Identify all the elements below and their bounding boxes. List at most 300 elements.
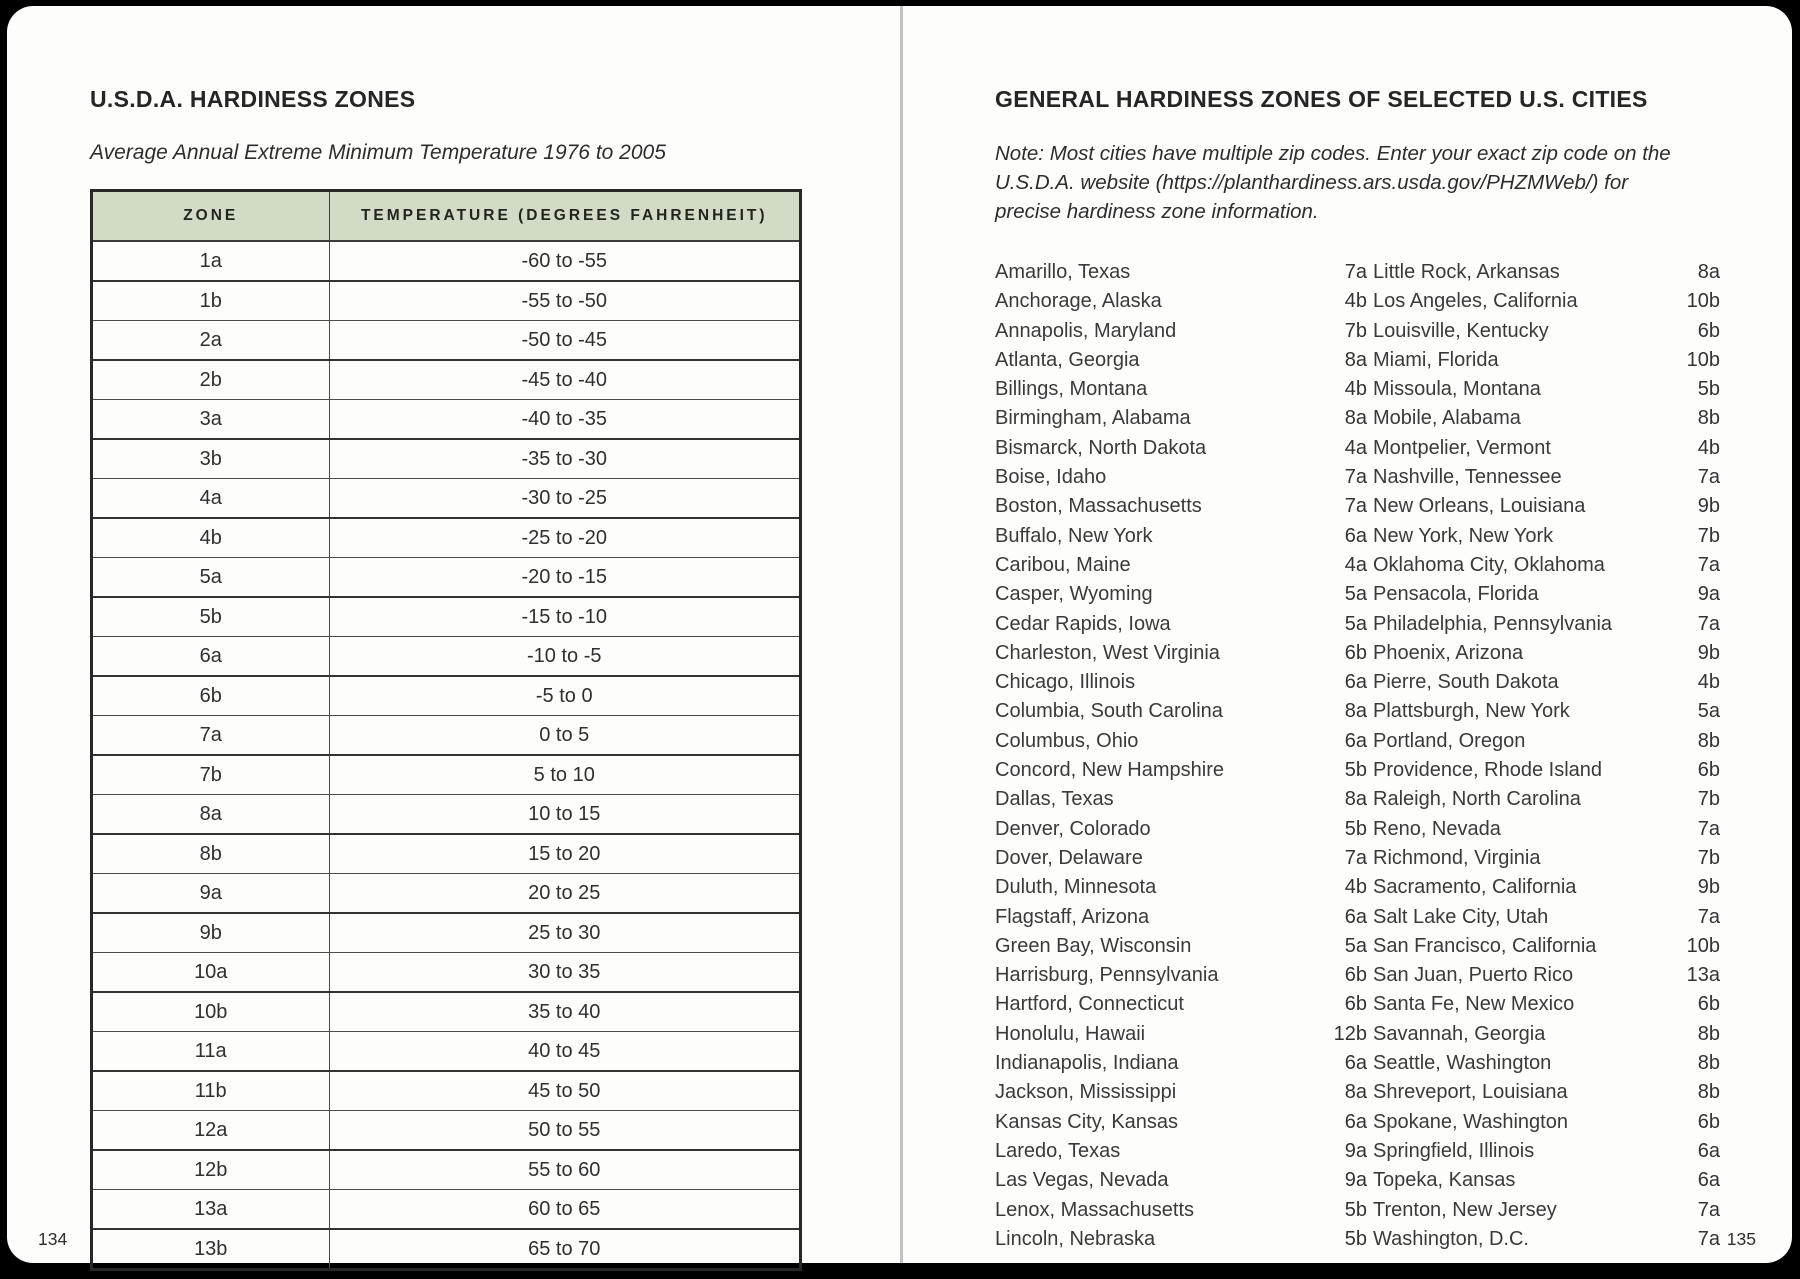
temperature-cell: -20 to -15: [329, 558, 801, 598]
city-zone-row: [995, 551, 1367, 580]
city-zone: 7b: [1697, 524, 1720, 547]
city-zone: 5b: [1344, 759, 1367, 782]
city-zone-row: [995, 785, 1367, 814]
city-zone: 5b: [1697, 378, 1720, 401]
city-zone: 6a: [1697, 1169, 1720, 1192]
city-zone: 9b: [1697, 495, 1720, 518]
city-zone: 8a: [1344, 700, 1367, 723]
city-zone: 6b: [1697, 319, 1720, 342]
zone-cell: 11a: [92, 1032, 330, 1072]
city-name: Charleston, West Virginia: [995, 641, 1220, 664]
city-zone-row: [995, 639, 1367, 668]
city-zone: 4b: [1697, 436, 1720, 459]
city-name: Green Bay, Wisconsin: [995, 934, 1192, 957]
city-column-left: [995, 258, 1367, 1254]
city-zone-row: [1373, 1049, 1720, 1078]
zone-cell: 7b: [92, 755, 330, 795]
city-zone-row: [1373, 404, 1720, 433]
table-row: [92, 360, 801, 400]
city-zone: 7a: [1697, 905, 1720, 928]
city-zone: 6a: [1344, 729, 1367, 752]
city-zone-row: [995, 492, 1367, 521]
city-name: Springfield, Illinois: [1373, 1139, 1535, 1162]
city-zone: 9a: [1344, 1169, 1367, 1192]
city-name: Cedar Rapids, Iowa: [995, 612, 1171, 635]
city-zone-row: [1373, 522, 1720, 551]
city-name: Plattsburgh, New York: [1373, 700, 1570, 723]
temperature-cell: -35 to -30: [329, 439, 801, 479]
city-name: Columbia, South Carolina: [995, 700, 1223, 723]
city-zone: 6a: [1344, 1052, 1367, 1075]
city-name: Jackson, Mississippi: [995, 1081, 1177, 1104]
city-zone-row: [1373, 1137, 1720, 1166]
city-name: Pensacola, Florida: [1373, 583, 1539, 606]
city-zone-row: [995, 873, 1367, 902]
temperature-cell: 55 to 60: [329, 1150, 801, 1190]
temperature-column-header: TEMPERATURE (DEGREES FAHRENHEIT): [329, 191, 801, 242]
city-name: Providence, Rhode Island: [1373, 759, 1603, 782]
zone-cell: 4b: [92, 518, 330, 558]
city-zone-row: [995, 1049, 1367, 1078]
table-row: [92, 281, 801, 321]
table-header-row: [92, 191, 801, 242]
city-name: Reno, Nevada: [1373, 817, 1501, 840]
zone-cell: 1a: [92, 241, 330, 281]
zone-cell: 5b: [92, 597, 330, 637]
city-zone: 7b: [1344, 319, 1367, 342]
page-number-right: 135: [1726, 1229, 1756, 1249]
temperature-cell: -25 to -20: [329, 518, 801, 558]
temperature-cell: -55 to -50: [329, 281, 801, 321]
temperature-cell: 40 to 45: [329, 1032, 801, 1072]
city-zone-row: [995, 727, 1367, 756]
table-row: [92, 874, 801, 914]
city-zone: 7a: [1697, 466, 1720, 489]
temperature-cell: 20 to 25: [329, 874, 801, 914]
city-zone: 5b: [1344, 817, 1367, 840]
city-name: Pierre, South Dakota: [1373, 671, 1559, 694]
city-zone-row: [1373, 1020, 1720, 1049]
zone-cell: 3a: [92, 400, 330, 440]
temperature-cell: 10 to 15: [329, 795, 801, 835]
city-zone-row: [995, 697, 1367, 726]
city-zone-row: [995, 903, 1367, 932]
city-zone-row: [995, 990, 1367, 1019]
city-name: Chicago, Illinois: [995, 671, 1136, 694]
temperature-cell: 15 to 20: [329, 834, 801, 874]
city-zone: 9b: [1697, 641, 1720, 664]
city-name: San Francisco, California: [1373, 934, 1597, 957]
city-zone: 7b: [1697, 788, 1720, 811]
city-zone: 4b: [1344, 876, 1367, 899]
city-zone-row: [1373, 844, 1720, 873]
page-number-left: 134: [38, 1229, 68, 1249]
city-name: Billings, Montana: [995, 378, 1148, 401]
temperature-cell: -15 to -10: [329, 597, 801, 637]
zip-code-note: [995, 139, 1792, 226]
city-name: Shreveport, Louisiana: [1373, 1081, 1568, 1104]
city-zone: 8b: [1697, 1022, 1720, 1045]
city-zone-row: [1373, 610, 1720, 639]
zone-cell: 6b: [92, 676, 330, 716]
table-row: [92, 1032, 801, 1072]
city-zone-row: [1373, 317, 1720, 346]
temperature-cell: -50 to -45: [329, 321, 801, 361]
city-name: Harrisburg, Pennsylvania: [995, 964, 1219, 987]
table-row: [92, 479, 801, 519]
temperature-cell: 25 to 30: [329, 913, 801, 953]
zone-cell: 4a: [92, 479, 330, 519]
city-zone: 6b: [1344, 964, 1367, 987]
city-zone-row: [995, 1137, 1367, 1166]
city-zone: 9a: [1697, 583, 1720, 606]
city-zone-row: [995, 1020, 1367, 1049]
city-zone-row: [995, 1078, 1367, 1107]
city-name: Lincoln, Nebraska: [995, 1227, 1156, 1250]
zone-cell: 8a: [92, 795, 330, 835]
table-row: [92, 518, 801, 558]
right-page-title: GENERAL HARDINESS ZONES OF SELECTED U.S. CITIES: [995, 86, 1648, 112]
city-zone: 6b: [1697, 1110, 1720, 1133]
table-row: [92, 1111, 801, 1151]
city-name: Missoula, Montana: [1373, 378, 1541, 401]
city-zone-row: [1373, 258, 1720, 287]
city-zone: 5a: [1344, 934, 1367, 957]
temperature-cell: -40 to -35: [329, 400, 801, 440]
city-name: Caribou, Maine: [995, 553, 1131, 576]
city-zone: 6a: [1344, 524, 1367, 547]
table-row: [92, 795, 801, 835]
table-row: [92, 953, 801, 993]
city-zone: 9b: [1697, 876, 1720, 899]
table-row: [92, 1190, 801, 1230]
city-zone-row: [995, 522, 1367, 551]
city-zone: 4b: [1697, 671, 1720, 694]
city-name: Indianapolis, Indiana: [995, 1052, 1179, 1075]
book-spread: [7, 6, 1792, 1263]
temperature-cell: 0 to 5: [329, 716, 801, 756]
temperature-cell: 35 to 40: [329, 992, 801, 1032]
city-zone: 7b: [1697, 846, 1720, 869]
city-zone-row: [995, 756, 1367, 785]
city-zone-row: [995, 844, 1367, 873]
zone-cell: 8b: [92, 834, 330, 874]
zone-cell: 9b: [92, 913, 330, 953]
table-row: [92, 913, 801, 953]
zone-column-header: ZONE: [92, 191, 330, 242]
city-zone-row: [995, 580, 1367, 609]
temperature-cell: -45 to -40: [329, 360, 801, 400]
city-zone: 8a: [1344, 407, 1367, 430]
temperature-cell: -30 to -25: [329, 479, 801, 519]
table-row: [92, 755, 801, 795]
city-name: Honolulu, Hawaii: [995, 1022, 1146, 1045]
zone-cell: 1b: [92, 281, 330, 321]
city-name: Amarillo, Texas: [995, 261, 1131, 283]
table-row: [92, 1071, 801, 1111]
city-zone-row: [995, 258, 1367, 287]
city-zone: 7a: [1697, 612, 1720, 635]
city-name: Dover, Delaware: [995, 846, 1143, 869]
city-zone-row: [1373, 287, 1720, 316]
table-row: [92, 1150, 801, 1190]
table-row: [92, 439, 801, 479]
city-zone: 7a: [1344, 846, 1367, 869]
city-zone: 6a: [1344, 1110, 1367, 1133]
city-name: Duluth, Minnesota: [995, 876, 1157, 899]
left-page: [7, 6, 900, 1263]
city-name: Concord, New Hampshire: [995, 759, 1224, 782]
zone-cell: 10b: [92, 992, 330, 1032]
city-zone: 5b: [1344, 1227, 1367, 1250]
city-name: Phoenix, Arizona: [1373, 641, 1524, 664]
city-name: Louisville, Kentucky: [1373, 319, 1549, 342]
city-zone: 4a: [1344, 553, 1367, 576]
city-name: Kansas City, Kansas: [995, 1110, 1179, 1133]
table-row: [92, 400, 801, 440]
city-name: Salt Lake City, Utah: [1373, 905, 1549, 928]
table-row: [92, 637, 801, 677]
city-name: Las Vegas, Nevada: [995, 1169, 1169, 1192]
city-zone: 6b: [1344, 993, 1367, 1016]
city-name: Nashville, Tennessee: [1373, 466, 1562, 489]
table-row: [92, 676, 801, 716]
city-zone-row: [995, 1108, 1367, 1137]
city-zone-row: [1373, 1078, 1720, 1107]
city-zone-row: [1373, 668, 1720, 697]
zone-cell: 13b: [92, 1229, 330, 1270]
city-name: Little Rock, Arkansas: [1373, 261, 1560, 283]
city-zone: 13a: [1686, 964, 1720, 987]
city-zone: 7a: [1344, 466, 1367, 489]
city-zone-row: [1373, 492, 1720, 521]
table-header: [92, 191, 801, 242]
city-zone-row: [1373, 990, 1720, 1019]
city-zone-row: [1373, 463, 1720, 492]
city-zone: 6b: [1344, 641, 1367, 664]
city-zone-row: [1373, 903, 1720, 932]
city-zone-row: [995, 434, 1367, 463]
city-zone: 6a: [1697, 1139, 1720, 1162]
city-name: Mobile, Alabama: [1373, 407, 1521, 430]
city-name: Anchorage, Alaska: [995, 290, 1162, 313]
city-zone-row: [1373, 1225, 1720, 1254]
note-line: U.S.D.A. website (https://planthardiness.ars.usda.gov/PHZMWeb/) for: [995, 171, 1629, 194]
city-name: San Juan, Puerto Rico: [1373, 964, 1574, 987]
table-row: [92, 321, 801, 361]
city-zone: 10b: [1686, 934, 1720, 957]
city-zone-row: [1373, 756, 1720, 785]
temperature-cell: 60 to 65: [329, 1190, 801, 1230]
city-zone: 7a: [1697, 553, 1720, 576]
table-row: [92, 834, 801, 874]
temperature-cell: 5 to 10: [329, 755, 801, 795]
zone-cell: 5a: [92, 558, 330, 598]
temperature-cell: 50 to 55: [329, 1111, 801, 1151]
city-zone-row: [995, 668, 1367, 697]
city-zone: 5a: [1344, 583, 1367, 606]
city-zone: 6a: [1344, 671, 1367, 694]
city-name: Dallas, Texas: [995, 788, 1114, 811]
zone-cell: 7a: [92, 716, 330, 756]
note-line: Note: Most cities have multiple zip codes. Enter your exact zip code on the: [995, 142, 1671, 165]
table-body: [92, 241, 801, 1270]
city-zone-row: [1373, 1166, 1720, 1195]
city-zone: 7a: [1344, 261, 1367, 283]
temperature-cell: 30 to 35: [329, 953, 801, 993]
city-name: Spokane, Washington: [1373, 1110, 1568, 1133]
city-zone: 5a: [1697, 700, 1720, 723]
zone-cell: 9a: [92, 874, 330, 914]
city-zone-row: [1373, 932, 1720, 961]
city-zone: 6a: [1344, 905, 1367, 928]
note-line: precise hardiness zone information.: [995, 200, 1319, 223]
city-name: Richmond, Virginia: [1373, 846, 1541, 869]
zone-cell: 2a: [92, 321, 330, 361]
city-zone: 8a: [1344, 1081, 1367, 1104]
city-zone: 6b: [1697, 993, 1720, 1016]
zone-cell: 3b: [92, 439, 330, 479]
city-name: Miami, Florida: [1373, 348, 1499, 371]
city-zone: 6b: [1697, 759, 1720, 782]
right-page: [902, 6, 1792, 1263]
city-zone: 8a: [1344, 788, 1367, 811]
city-zone-row: [995, 404, 1367, 433]
temperature-cell: -60 to -55: [329, 241, 801, 281]
city-name: Buffalo, New York: [995, 524, 1153, 547]
city-name: Sacramento, California: [1373, 876, 1577, 899]
city-name: Trenton, New Jersey: [1373, 1198, 1557, 1221]
city-name: Washington, D.C.: [1373, 1227, 1529, 1250]
city-zone-row: [995, 1225, 1367, 1254]
city-zone: 4b: [1344, 378, 1367, 401]
city-zone-row: [995, 1196, 1367, 1225]
city-name: Bismarck, North Dakota: [995, 436, 1207, 459]
city-zone: 8b: [1697, 1081, 1720, 1104]
zone-cell: 11b: [92, 1071, 330, 1111]
city-name: Columbus, Ohio: [995, 729, 1139, 752]
city-name: Laredo, Texas: [995, 1139, 1121, 1162]
city-name: Portland, Oregon: [1373, 729, 1526, 752]
zone-cell: 12b: [92, 1150, 330, 1190]
city-zone-row: [995, 463, 1367, 492]
city-name: Flagstaff, Arizona: [995, 905, 1150, 928]
city-name: Boston, Massachusetts: [995, 495, 1202, 518]
city-zone-row: [995, 287, 1367, 316]
city-zone: 4a: [1344, 436, 1367, 459]
city-zone: 9a: [1344, 1139, 1367, 1162]
table-subtitle: Average Annual Extreme Minimum Temperature 1976 to 2005: [90, 141, 666, 164]
zone-cell: 13a: [92, 1190, 330, 1230]
city-zone-list: [995, 258, 1792, 1254]
city-name: Boise, Idaho: [995, 466, 1107, 489]
table-row: [92, 241, 801, 281]
temperature-cell: -10 to -5: [329, 637, 801, 677]
city-name: New Orleans, Louisiana: [1373, 495, 1586, 518]
city-zone: 8b: [1697, 729, 1720, 752]
city-zone-row: [1373, 815, 1720, 844]
city-zone: 8a: [1344, 348, 1367, 371]
city-name: Birmingham, Alabama: [995, 407, 1191, 430]
city-zone: 7a: [1344, 495, 1367, 518]
city-zone-row: [995, 961, 1367, 990]
city-zone-row: [1373, 727, 1720, 756]
table-row: [92, 1229, 801, 1270]
city-zone: 7a: [1697, 817, 1720, 840]
table-row: [92, 597, 801, 637]
city-name: Atlanta, Georgia: [995, 348, 1140, 371]
city-zone: 5a: [1344, 612, 1367, 635]
city-zone: 8b: [1697, 407, 1720, 430]
city-zone: 7a: [1697, 1227, 1720, 1250]
zone-cell: 6a: [92, 637, 330, 677]
zone-cell: 10a: [92, 953, 330, 993]
left-page-title: U.S.D.A. HARDINESS ZONES: [90, 86, 416, 112]
city-zone-row: [1373, 785, 1720, 814]
city-name: Lenox, Massachusetts: [995, 1198, 1194, 1221]
city-zone-row: [1373, 551, 1720, 580]
city-name: Seattle, Washington: [1373, 1052, 1552, 1075]
city-zone-row: [995, 815, 1367, 844]
city-name: Montpelier, Vermont: [1373, 436, 1551, 459]
city-zone-row: [1373, 1196, 1720, 1225]
city-name: Topeka, Kansas: [1373, 1169, 1516, 1192]
zone-cell: 2b: [92, 360, 330, 400]
city-zone: 4b: [1344, 290, 1367, 313]
city-name: Oklahoma City, Oklahoma: [1373, 553, 1605, 576]
city-name: Santa Fe, New Mexico: [1373, 993, 1575, 1016]
city-name: Raleigh, North Carolina: [1373, 788, 1581, 811]
city-zone-row: [1373, 346, 1720, 375]
city-zone-row: [1373, 873, 1720, 902]
temperature-cell: 45 to 50: [329, 1071, 801, 1111]
city-zone-row: [1373, 639, 1720, 668]
city-zone: 10b: [1686, 290, 1720, 313]
city-name: Annapolis, Maryland: [995, 319, 1177, 342]
city-name: New York, New York: [1373, 524, 1554, 547]
city-zone-row: [995, 610, 1367, 639]
zone-cell: 12a: [92, 1111, 330, 1151]
city-name: Denver, Colorado: [995, 817, 1151, 840]
city-zone: 12b: [1333, 1022, 1367, 1045]
city-zone-row: [995, 1166, 1367, 1195]
city-zone-row: [1373, 375, 1720, 404]
city-zone: 5b: [1344, 1198, 1367, 1221]
city-zone-row: [1373, 580, 1720, 609]
city-zone-row: [1373, 434, 1720, 463]
table-row: [92, 992, 801, 1032]
temperature-cell: 65 to 70: [329, 1229, 801, 1270]
hardiness-zone-table: [90, 189, 802, 1271]
city-column-right: [1373, 258, 1720, 1254]
table-row: [92, 558, 801, 598]
city-zone-row: [995, 375, 1367, 404]
city-zone-row: [1373, 1108, 1720, 1137]
city-zone-row: [995, 317, 1367, 346]
city-zone-row: [995, 932, 1367, 961]
city-zone-row: [995, 346, 1367, 375]
city-name: Hartford, Connecticut: [995, 993, 1184, 1016]
city-zone: 10b: [1686, 348, 1720, 371]
city-name: Savannah, Georgia: [1373, 1022, 1546, 1045]
city-zone: 7a: [1697, 1198, 1720, 1221]
temperature-cell: -5 to 0: [329, 676, 801, 716]
city-zone-row: [1373, 697, 1720, 726]
city-zone: 8b: [1697, 1052, 1720, 1075]
city-name: Los Angeles, California: [1373, 290, 1578, 313]
city-zone-row: [1373, 961, 1720, 990]
table-row: [92, 716, 801, 756]
